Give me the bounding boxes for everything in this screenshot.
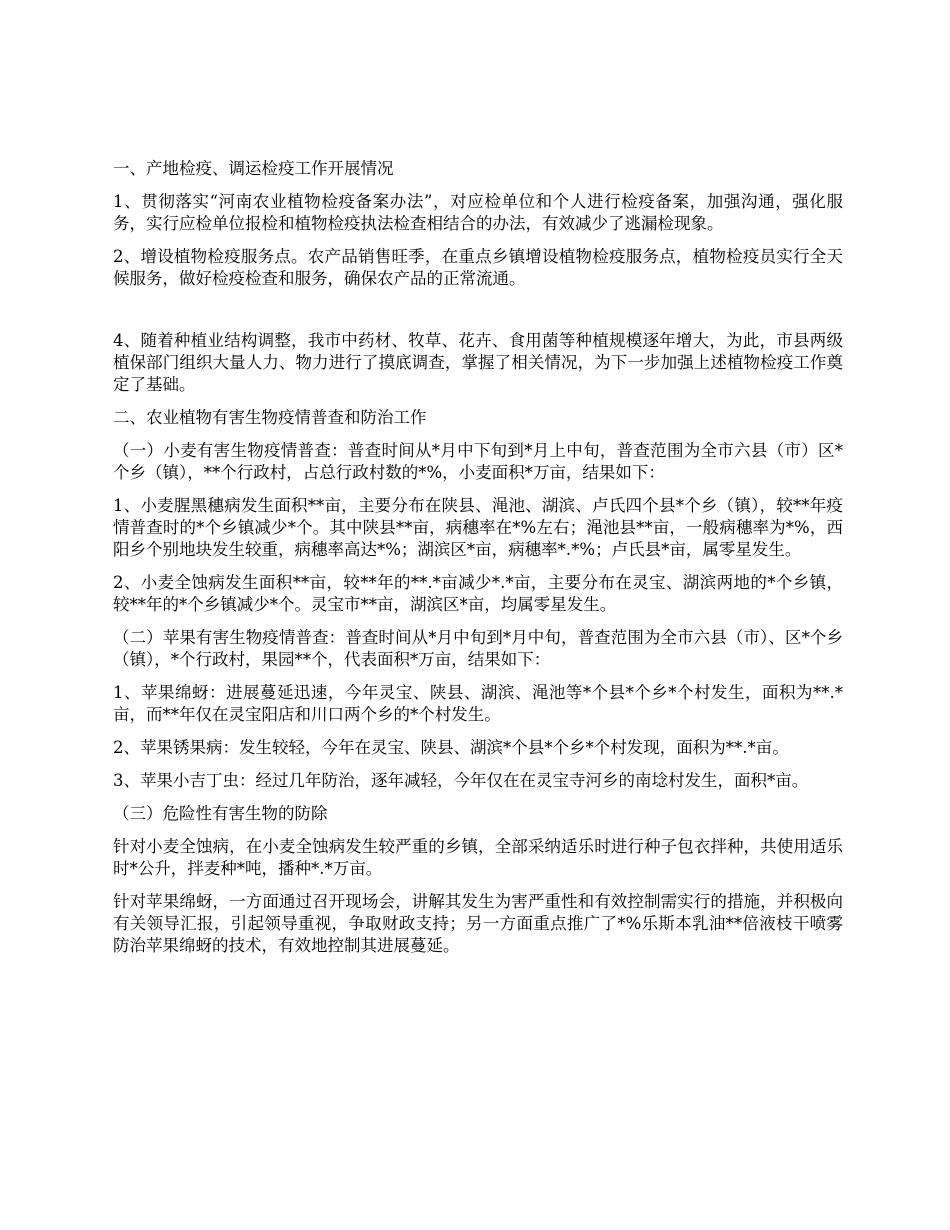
paragraph-item-1: 1、贯彻落实“河南农业植物检疫备案办法”，对应检单位和个人进行检疫备案，加强沟通，强化服务，实行应检单位报检和植物检疫执法检查相结合的办法，有效减少了逃漏检现象。: [113, 192, 843, 233]
paragraph-aphid-control: 针对苹果绵蚜，一方面通过召开现场会，讲解其发生为害严重性和有效控制需实行的措施，并积极向有关领导汇报，引起领导重视，争取财政支持；另一方面重点推广了*%乐斯本乳油**倍液枝干喷雾防治苹果绵蚜的技术，有效地控制其进展蔓延。: [113, 892, 843, 955]
paragraph-item-4: 4、随着种植业结构调整，我市中药材、牧草、花卉、食用菌等种植规模逐年增大，为此，市县两级植保部门组织大量人力、物力进行了摸底调查，掌握了相关情况，为下一步加强上述植物检疫工作奠定了基础。: [113, 331, 843, 394]
paragraph-wheat-take-all: 2、小麦全蚀病发生面积**亩，较**年的**.*亩减少*.*亩，主要分布在灵宝、湖滨两地的*个乡镇，较**年的*个乡镇减少*个。灵宝市**亩，湖滨区*亩，均属零星发生。: [113, 573, 843, 614]
paragraph-wheat-bunt: 1、小麦腥黑穗病发生面积**亩，主要分布在陕县、渑池、湖滨、卢氏四个县*个乡（镇），较**年疫情普查时的*个乡镇减少*个。其中陕县**亩，病穗率在*%左右；渑池县**亩，一般病穗率为*%，西阳乡个别地块发生较重，病穗率高达*%；湖滨区*亩，病穗率*.*%；卢氏县*亩，属零星发生。: [113, 496, 843, 559]
document-body: [113, 158, 843, 968]
section-heading-1: 一、产地检疫、调运检疫工作开展情况: [113, 159, 394, 178]
subsection-apple-survey: （二）苹果有害生物疫情普查：普查时间从*月中旬到*月中旬，普查范围为全市六县（市）、区*个乡（镇），*个行政村，果园**个，代表面积*万亩，结果如下：: [113, 628, 843, 669]
paragraph-apple-borer: 3、苹果小吉丁虫：经过几年防治，逐年减轻，今年仅在在灵宝寺河乡的南埝村发生，面积*亩。: [113, 771, 809, 790]
subsection-pest-control: （三）危险性有害生物的防除: [113, 804, 328, 823]
subsection-wheat-survey: （一）小麦有害生物疫情普查：普查时间从*月中下旬到*月上中旬，普查范围为全市六县（市）区*个乡（镇），**个行政村，占总行政村数的*%，小麦面积*万亩，结果如下：: [113, 441, 843, 482]
section-heading-2: 二、农业植物有害生物疫情普查和防治工作: [113, 408, 427, 427]
paragraph-item-2: 2、增设植物检疫服务点。农产品销售旺季，在重点乡镇增设植物检疫服务点，植物检疫员实行全天候服务，做好检疫检查和服务，确保农产品的正常流通。: [113, 247, 843, 288]
paragraph-apple-aphid: 1、苹果绵蚜：进展蔓延迅速，今年灵宝、陕县、湖滨、渑池等*个县*个乡*个村发生，面积为**.*亩，而**年仅在灵宝阳店和川口两个乡的*个村发生。: [113, 683, 843, 724]
paragraph-wheat-control: 针对小麦全蚀病，在小麦全蚀病发生较严重的乡镇，全部采纳适乐时进行种子包衣拌种，共使用适乐时*公升，拌麦种*吨，播种*.*万亩。: [113, 837, 843, 878]
paragraph-apple-scar-skin: 2、苹果锈果病：发生较轻，今年在灵宝、陕县、湖滨*个县*个乡*个村发现，面积为**.*亩。: [113, 738, 789, 757]
